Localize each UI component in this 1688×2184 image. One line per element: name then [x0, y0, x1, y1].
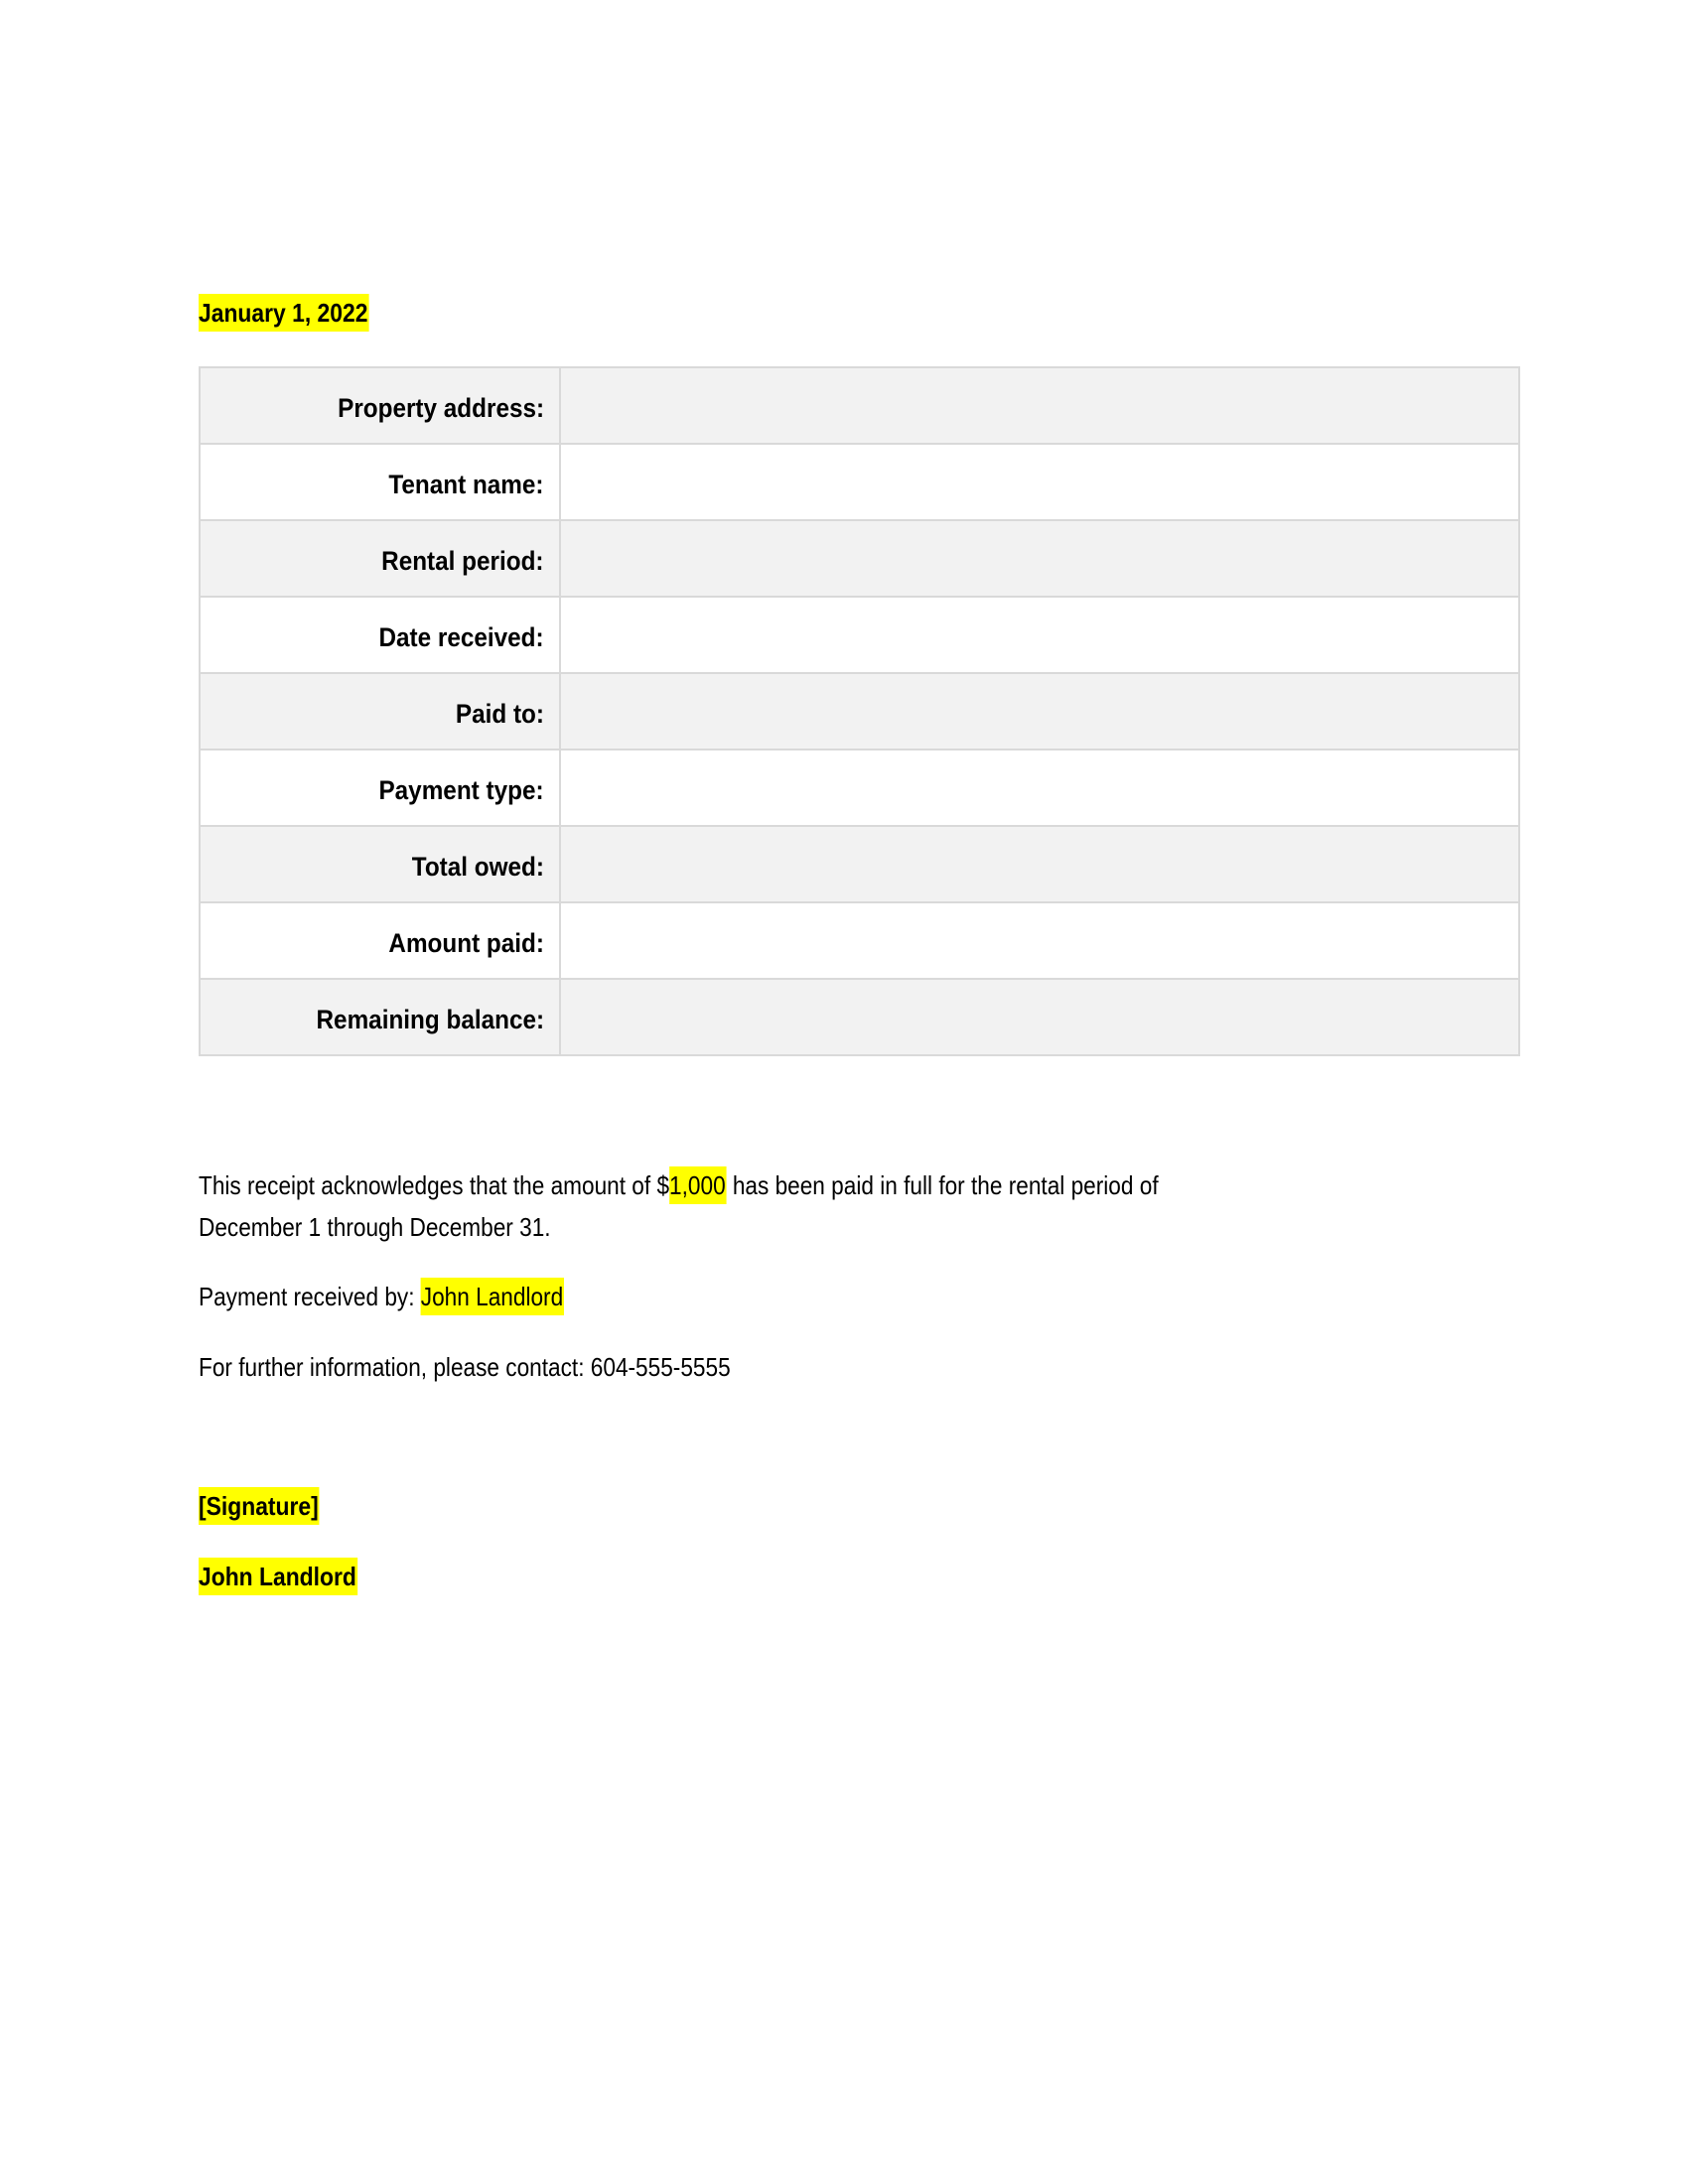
row-label: Tenant name: [388, 470, 544, 499]
acknowledgement-line-2 [199, 1212, 551, 1242]
received-by-name: John Landlord [421, 1278, 564, 1315]
payment-type-value-cell[interactable] [560, 750, 1519, 826]
property-address-value-cell[interactable] [560, 367, 1519, 444]
signature-placeholder-text: [Signature] [199, 1487, 320, 1525]
label-cell [200, 520, 560, 597]
contact-line [199, 1352, 731, 1382]
row-label: Property address: [338, 393, 544, 423]
label-cell [200, 444, 560, 520]
label-cell [200, 902, 560, 979]
table-row-tenant-name [200, 444, 1519, 520]
row-label: Payment type: [378, 775, 544, 805]
acknowledgement-period: December 1 through December 31. [199, 1212, 551, 1242]
label-cell [200, 979, 560, 1055]
table-row-date-received [200, 597, 1519, 673]
signature-name-text: John Landlord [199, 1558, 357, 1595]
table-row-amount-paid [200, 902, 1519, 979]
amount-paid-value-cell[interactable] [560, 902, 1519, 979]
date-received-value-cell[interactable] [560, 597, 1519, 673]
row-label: Paid to: [455, 699, 544, 729]
label-cell [200, 826, 560, 902]
row-label: Remaining balance: [316, 1005, 544, 1034]
label-cell [200, 750, 560, 826]
total-owed-value-cell[interactable] [560, 826, 1519, 902]
paid-to-value-cell[interactable] [560, 673, 1519, 750]
row-label: Date received: [378, 622, 544, 652]
contact-text: For further information, please contact: 604-555-5555 [199, 1352, 731, 1382]
rental-period-value-cell[interactable] [560, 520, 1519, 597]
table-row-total-owed [200, 826, 1519, 902]
receipt-date-text: January 1, 2022 [199, 294, 368, 332]
table-row-remaining-balance [200, 979, 1519, 1055]
amount-highlight: 1,000 [669, 1166, 726, 1204]
table-row-property-address [200, 367, 1519, 444]
label-cell [200, 673, 560, 750]
row-label: Total owed: [411, 852, 544, 882]
row-label: Rental period: [381, 546, 544, 576]
received-by-label: Payment received by: [199, 1282, 421, 1311]
acknowledgement-suffix: has been paid in full for the rental period of [726, 1170, 1159, 1200]
table-row-payment-type [200, 750, 1519, 826]
table-row-paid-to [200, 673, 1519, 750]
label-cell [200, 367, 560, 444]
received-by-line [199, 1282, 564, 1311]
receipt-date [199, 298, 368, 328]
signature-name [199, 1562, 357, 1591]
tenant-name-value-cell[interactable] [560, 444, 1519, 520]
label-cell [200, 597, 560, 673]
receipt-details-table [199, 366, 1520, 1056]
table-row-rental-period [200, 520, 1519, 597]
remaining-balance-value-cell[interactable] [560, 979, 1519, 1055]
acknowledgement-line-1 [199, 1170, 1159, 1200]
acknowledgement-prefix: This receipt acknowledges that the amount of $ [199, 1170, 670, 1200]
row-label: Amount paid: [388, 928, 544, 958]
signature-placeholder [199, 1491, 320, 1521]
